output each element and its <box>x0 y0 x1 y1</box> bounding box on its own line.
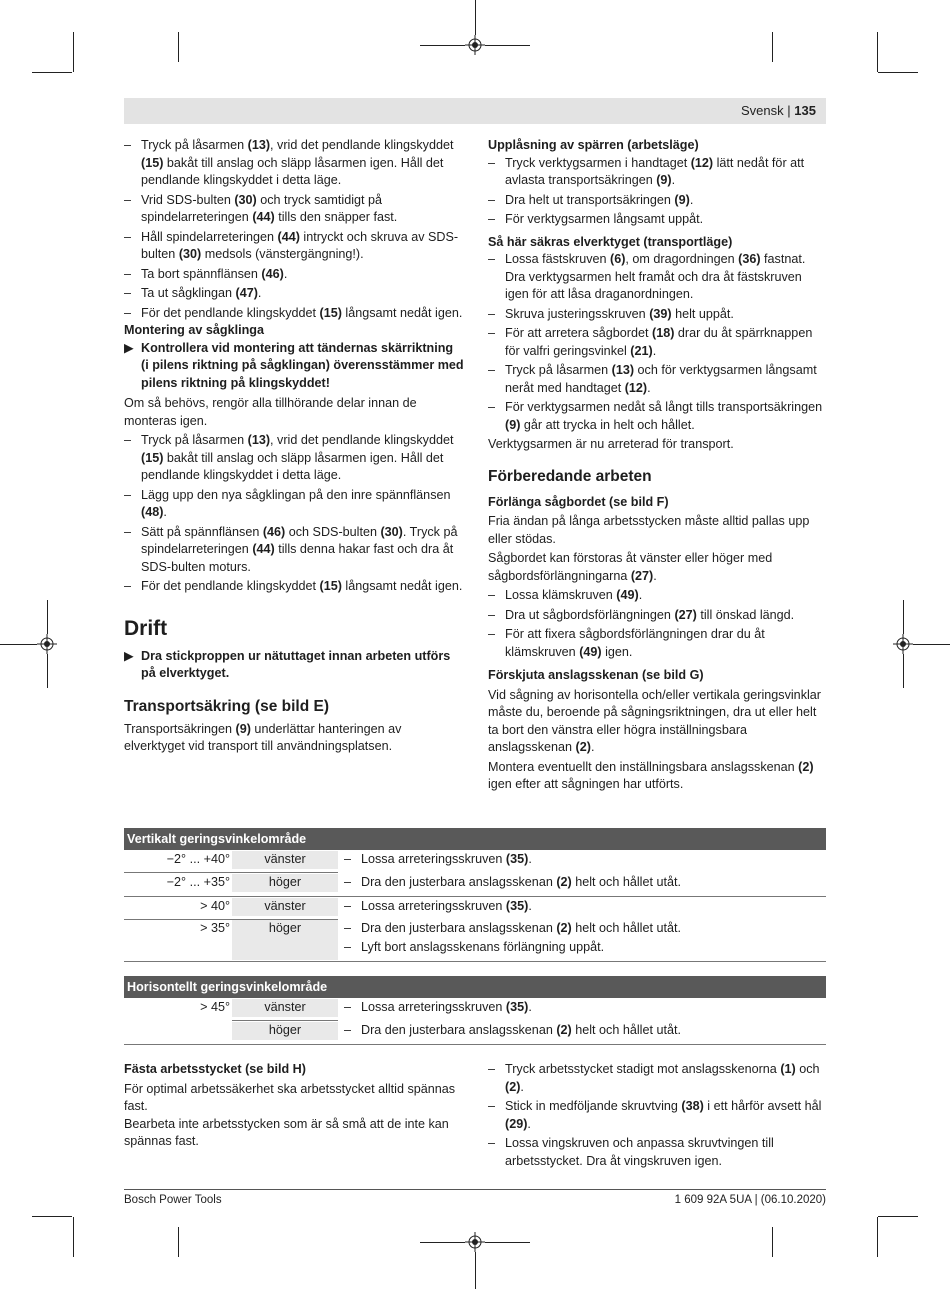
table-title: Horisontellt geringsvinkelområde <box>124 976 826 998</box>
page-footer <box>124 1189 826 1206</box>
paragraph: Fria ändan på långa arbetsstycken måste alltid pallas upp eller stödas. <box>488 514 810 546</box>
header-separator: | <box>787 103 791 118</box>
action-cell: – Dra den justerbara anslagsskenan (2) helt och hållet utåt. <box>344 874 843 892</box>
table-row <box>124 920 826 960</box>
table-row <box>124 898 826 920</box>
page-number: 135 <box>794 103 816 118</box>
crop-mark <box>73 1217 74 1257</box>
crop-mark <box>903 654 904 688</box>
list-item: – Lossa klämskruven (49). <box>488 587 826 605</box>
header-text <box>741 102 816 120</box>
warning-notice <box>124 340 464 393</box>
section-heading: Förlänga sågbordet (se bild F) <box>488 494 669 509</box>
table-vertical-miter <box>124 828 826 956</box>
paragraph: Om så behövs, rengör alla tillhörande delar innan de monteras igen. <box>124 396 417 428</box>
list-item: – Tryck på låsarmen (13), vrid det pendlande klingskyddet (15) bakåt till anslag och släpp låsarmen igen. Håll det pendlande klingskyddet i detta läge. <box>124 432 464 485</box>
paragraph: Sågbordet kan förstoras åt vänster eller höger med sågbordsförlängningarna (27). <box>488 551 773 583</box>
section-heading: Transportsäkring (se bild E) <box>124 697 329 715</box>
warning-notice <box>124 648 464 683</box>
paragraph: Transportsäkringen (9) underlättar hanteringen av elverktyget vid transport till användningsplatsen. <box>124 721 402 753</box>
section-heading: Förberedande arbeten <box>488 467 652 485</box>
paragraph: För optimal arbetssäkerhet ska arbetsstycket alltid spännas fast. <box>124 1081 456 1113</box>
action-cell: – Dra den justerbara anslagsskenan (2) helt och hållet utåt. <box>344 1022 843 1040</box>
direction-cell: vänster <box>232 851 338 869</box>
crop-mark <box>32 72 72 73</box>
section-heading: Förskjuta anslagsskenan (se bild G) <box>488 668 704 682</box>
action-cell: – Lyft bort anslagsskenans förlängning uppåt. <box>344 939 843 957</box>
list-item: – För verktygsarmen långsamt uppåt. <box>488 211 826 229</box>
direction-cell: vänster <box>232 898 338 916</box>
list-item: – Tryck verktygsarmen i handtaget (12) lätt nedåt för att avlasta transportsäkringen (9). <box>488 155 826 190</box>
action-cell: – Dra den justerbara anslagsskenan (2) helt och hållet utåt. <box>344 920 843 938</box>
list-item: – Stick in medföljande skruvtving (38) i ett hårför avsett hål (29). <box>488 1098 826 1133</box>
section-heading: Upplåsning av spärren (arbetsläge) <box>488 138 699 152</box>
direction-cell: vänster <box>232 999 338 1017</box>
triangle-right-icon: ▶ <box>124 340 134 355</box>
bottom-right-column <box>488 1061 826 1170</box>
paragraph: Montera eventuellt den inställningsbara anslagsskenan (2) igen efter att sågningen har utförts. <box>488 759 814 791</box>
list-item: – Tryck på låsarmen (13), vrid det pendlande klingskyddet (15) bakåt till anslag och släpp låsarmen igen. Håll det pendlande klingskyddet i detta läge. <box>124 137 464 190</box>
table-row <box>124 1022 826 1044</box>
left-column <box>124 137 464 756</box>
direction-cell: höger <box>232 920 338 960</box>
table-row <box>124 999 826 1021</box>
list-item: – Dra ut sågbordsförlängningen (27) till önskad längd. <box>488 607 826 625</box>
direction-cell: höger <box>232 874 338 892</box>
list-item: – Ta ut sågklingan (47). <box>124 285 464 303</box>
list-item: – Lägg upp den nya sågklingan på den inre spännflänsen (48). <box>124 487 464 522</box>
crop-mark <box>772 1227 773 1257</box>
crop-mark <box>32 1216 72 1217</box>
crop-mark <box>485 1242 530 1243</box>
section-heading: Montering av sågklinga <box>124 323 264 337</box>
triangle-right-icon: ▶ <box>124 648 134 663</box>
crop-mark <box>475 1252 476 1289</box>
header-language: Svensk <box>741 103 784 118</box>
table-row <box>124 851 826 873</box>
direction-cell: höger <box>232 1022 338 1040</box>
crop-mark <box>420 45 465 46</box>
crop-mark <box>0 644 37 645</box>
table-row <box>124 874 826 896</box>
crop-mark <box>47 654 48 688</box>
crop-mark <box>772 32 773 62</box>
section-heading: Fästa arbetsstycket (se bild H) <box>124 1062 306 1076</box>
action-cell: – Lossa arreteringsskruven (35). <box>344 851 843 869</box>
right-column <box>488 137 826 794</box>
table-horizontal-miter <box>124 976 826 1042</box>
chapter-heading: Drift <box>124 616 168 640</box>
crop-mark <box>913 644 950 645</box>
range-cell: > 40° <box>200 899 230 913</box>
crop-mark <box>903 600 904 634</box>
list-item: – Lossa vingskruven och anpassa skruvtvingen till arbetsstycket. Dra åt vingskruven igen. <box>488 1135 826 1170</box>
action-cell: – Lossa arreteringsskruven (35). <box>344 999 843 1017</box>
footer-doc-id: 1 609 92A 5UA | (06.10.2020) <box>674 1194 826 1206</box>
crop-mark <box>878 1216 918 1217</box>
paragraph: Vid sågning av horisontella och/eller vertikala geringsvinklar måste du, beroende på sågningsriktningen, dra ut eller helt ta bort den vänstra eller högra inställningsbara anslagsskenan (2). <box>488 687 821 754</box>
row-divider <box>124 896 826 897</box>
crop-mark <box>420 1242 465 1243</box>
section-heading: Så här säkras elverktyget (transportläge) <box>488 234 733 249</box>
row-divider <box>124 961 826 962</box>
registration-crosshair-icon <box>465 1232 485 1252</box>
crop-mark <box>178 32 179 62</box>
action-cell: – Lossa arreteringsskruven (35). <box>344 898 843 916</box>
list-item: – Tryck på låsarmen (13) och för verktygsarmen långsamt neråt med handtaget (12). <box>488 362 826 397</box>
page-header <box>124 98 826 124</box>
registration-crosshair-icon <box>465 35 485 55</box>
list-item: – För att arretera sågbordet (18) drar du åt spärrknappen för valfri geringsvinkel (21). <box>488 325 826 360</box>
list-item: – Håll spindelarreteringen (44) intryckt och skruva av SDS-bulten (30) medsols (vänstergängning!). <box>124 229 464 264</box>
list-item: – Vrid SDS-bulten (30) och tryck samtidigt på spindelarreteringen (44) tills den snäpper fast. <box>124 192 464 227</box>
list-item: – Sätt på spännflänsen (46) och SDS-bulten (30). Tryck på spindelarreteringen (44) tills denna hakar fast och dra åt SDS-bulten moturs. <box>124 524 464 577</box>
crop-mark <box>47 600 48 634</box>
crop-mark <box>877 32 878 72</box>
range-cell: > 45° <box>200 1000 230 1014</box>
crop-mark <box>73 32 74 72</box>
paragraph: Bearbeta inte arbetsstycken som är så små att de inte kan spännas fast. <box>124 1116 449 1148</box>
list-item: – Tryck arbetsstycket stadigt mot anslagsskenorna (1) och (2). <box>488 1061 826 1096</box>
crop-mark <box>178 1227 179 1257</box>
list-item: – För det pendlande klingskyddet (15) långsamt nedåt igen. <box>124 578 464 596</box>
footer-publisher: Bosch Power Tools <box>124 1194 222 1206</box>
list-item: – För att fixera sågbordsförlängningen drar du åt klämskruven (49) igen. <box>488 626 826 661</box>
row-divider <box>232 1020 338 1021</box>
list-item: – Ta bort spännflänsen (46). <box>124 266 464 284</box>
range-cell: −2° ... +35° <box>166 875 230 889</box>
registration-crosshair-icon <box>893 634 913 654</box>
crop-mark <box>878 72 918 73</box>
list-item: – Skruva justeringsskruven (39) helt uppåt. <box>488 306 826 324</box>
crop-mark <box>475 0 476 35</box>
list-item: – Dra helt ut transportsäkringen (9). <box>488 192 826 210</box>
paragraph: Verktygsarmen är nu arreterad för transport. <box>488 437 734 451</box>
bottom-left-column <box>124 1061 464 1151</box>
row-divider <box>124 1044 826 1045</box>
list-item: – För verktygsarmen nedåt så långt tills transportsäkringen (9) går att trycka in helt och hållet. <box>488 399 826 434</box>
list-item: – Lossa fästskruven (6), om dragordningen (36) fastnat. Dra verktygsarmen helt framåt och dra åt fästskruven igen för att låsa draganordningen. <box>488 251 826 304</box>
warning-text: Dra stickproppen ur nätuttaget innan arbeten utförs på elverktyget. <box>141 648 451 680</box>
range-cell: > 35° <box>200 921 230 935</box>
range-cell: −2° ... +40° <box>166 852 230 866</box>
warning-text: Kontrollera vid montering att tändernas skärriktning (i pilens riktning på sågklingan) överensstämmer med pilens riktning på klingskyddet! <box>141 340 464 390</box>
crop-mark <box>485 45 530 46</box>
list-item: – För det pendlande klingskyddet (15) långsamt nedåt igen. <box>124 305 464 323</box>
crop-mark <box>877 1217 878 1257</box>
table-title: Vertikalt geringsvinkelområde <box>124 828 826 850</box>
row-divider <box>124 872 338 873</box>
registration-crosshair-icon <box>37 634 57 654</box>
